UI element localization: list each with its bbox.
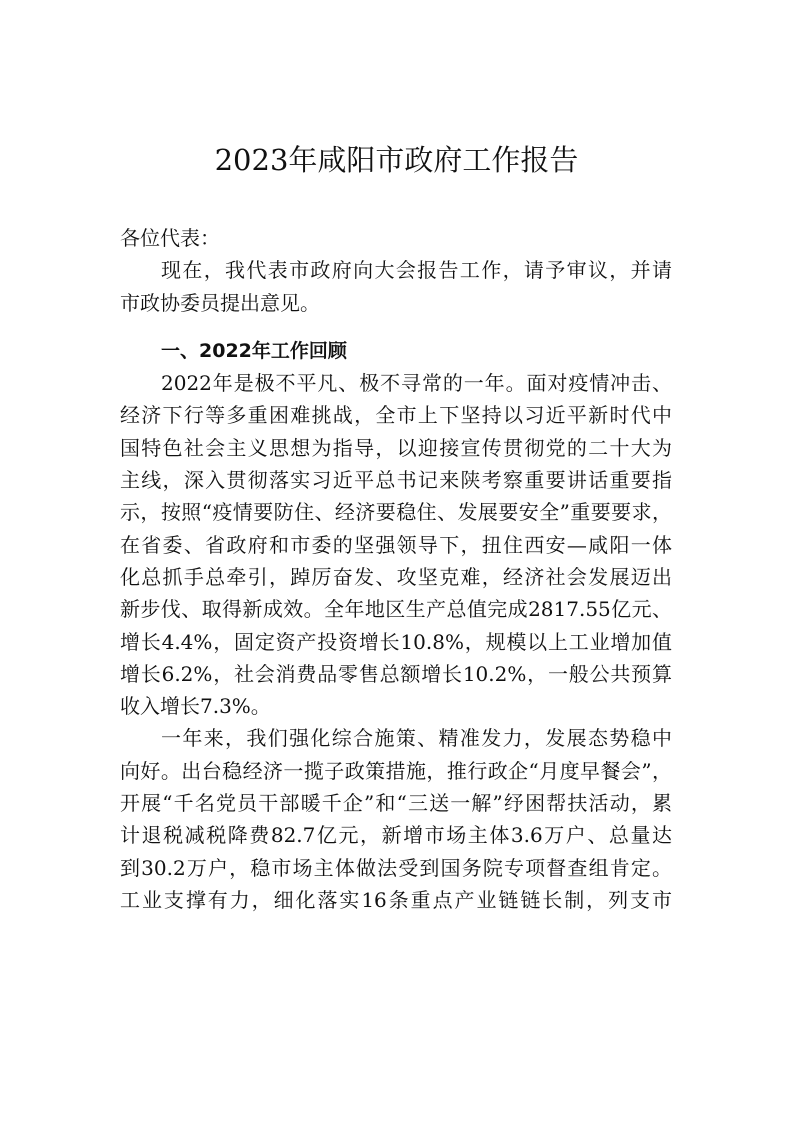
- para1-line: 示，按照“疫情要防住、经济要稳住、发展要安全”重要要求，: [120, 500, 672, 525]
- para1-line: 2022年是极不平凡、极不寻常的一年。面对疫情冲击、: [161, 371, 672, 396]
- section-heading: 一、2022年工作回顾: [161, 339, 347, 362]
- para2-line: 向好。出台稳经济一揽子政策措施，推行政企“月度早餐会”，: [120, 758, 672, 783]
- para1-line: 收入增长7.3%。: [120, 694, 271, 719]
- para1-line: 增长6.2%，社会消费品零售总额增长10.2%，一般公共预算: [120, 661, 672, 686]
- para1-line: 新步伐、取得新成效。全年地区生产总值完成2817.55亿元、: [120, 597, 672, 622]
- para1-line: 经济下行等多重困难挑战，全市上下坚持以习近平新时代中: [120, 403, 672, 428]
- para1-line: 在省委、省政府和市委的坚强领导下，扭住西安—咸阳一体: [120, 532, 672, 557]
- para1-line: 增长4.4%，固定资产投资增长10.8%，规模以上工业增加值: [120, 629, 672, 654]
- para1-line: 国特色社会主义思想为指导，以迎接宣传贯彻党的二十大为: [120, 435, 672, 460]
- document-title: 2023年咸阳市政府工作报告: [214, 143, 579, 177]
- para1-line: 化总抓手总牵引，踔厉奋发、攻坚克难，经济社会发展迈出: [120, 564, 672, 589]
- document-body: [120, 222, 672, 916]
- para1-line: 主线，深入贯彻落实习近平总书记来陕考察重要讲话重要指: [120, 468, 672, 493]
- salutation: 各位代表：: [120, 226, 220, 250]
- para2-line: 计退税减税降费82.7亿元，新增市场主体3.6万户、总量达: [120, 823, 672, 848]
- para2-line: 到30.2万户，稳市场主体做法受到国务院专项督查组肯定。: [120, 855, 672, 880]
- para2-line: 一年来，我们强化综合施策、精准发力，发展态势稳中: [161, 726, 672, 751]
- intro-line: 市政协委员提出意见。: [120, 290, 320, 315]
- para2-line: 开展“千名党员干部暖千企”和“三送一解”纾困帮扶活动，累: [120, 791, 672, 816]
- para2-line: 工业支撑有力，细化落实16条重点产业链链长制，列支市: [120, 887, 672, 912]
- intro-line: 现在，我代表市政府向大会报告工作，请予审议，并请: [161, 258, 672, 283]
